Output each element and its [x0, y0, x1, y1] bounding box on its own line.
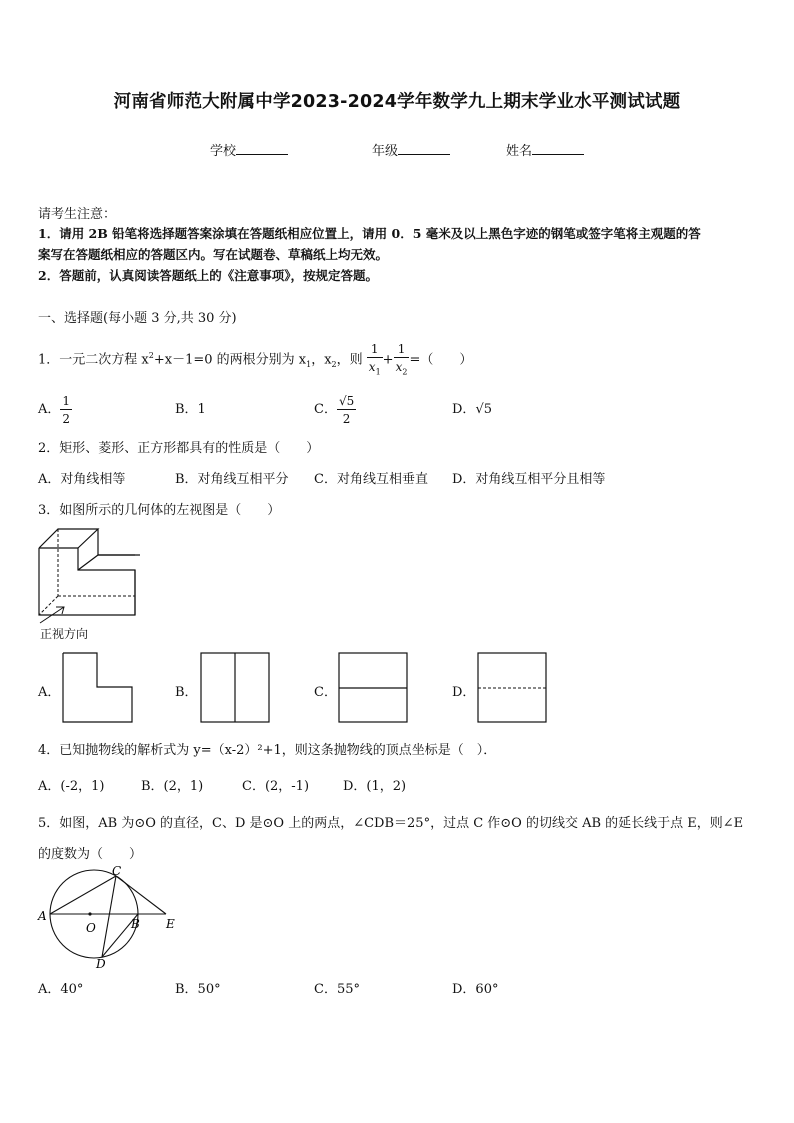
q1-sub-1: 1	[306, 359, 312, 369]
q1-frac1-den-x: x	[368, 360, 376, 375]
q1-option-c-num: √5	[338, 393, 355, 408]
q1-sub-2: 2	[331, 359, 337, 369]
question-5-stem-line-2: 的度数为（ ）	[38, 847, 143, 862]
name-blank[interactable]	[532, 142, 584, 155]
q4-option-c[interactable]: C．(2，-1)	[242, 779, 310, 794]
grade-blank[interactable]	[398, 142, 450, 155]
q1-option-c-den: 2	[342, 411, 351, 426]
school-field	[210, 140, 288, 159]
q3-option-c-label[interactable]: C．	[314, 685, 337, 700]
q1-text-mid: +x－1=0 的两根分别为 x	[153, 352, 307, 368]
q1-text-suffix: =（ ）	[409, 352, 473, 368]
q3-option-b-figure[interactable]	[200, 652, 272, 724]
question-1-stem	[38, 336, 472, 385]
q1-option-b[interactable]: B．1	[175, 402, 206, 417]
name-label: 姓名	[506, 144, 533, 159]
q5-option-b[interactable]: B．50°	[175, 982, 221, 997]
q1-option-c-label: C．	[314, 402, 337, 417]
q1-frac2-den-sub: 2	[402, 367, 408, 377]
q4-option-a[interactable]: A．(-2，1)	[38, 779, 105, 794]
q4-option-d[interactable]: D．(1，2)	[343, 779, 407, 794]
question-3-stem: 3．如图所示的几何体的左视图是（ ）	[38, 503, 281, 518]
q5-option-d[interactable]: D．60°	[452, 982, 499, 997]
notice-line-1: 1．请用 2B 铅笔将选择题答案涂填在答题纸相应位置上，请用 0．5 毫米及以上黑色字迹的钢笔或签字笔将主观题的答	[38, 226, 701, 241]
label-d: D	[96, 957, 106, 971]
question-2-stem: 2．矩形、菱形、正方形都具有的性质是（ ）	[38, 441, 320, 456]
label-c: C	[112, 864, 122, 878]
label-o: O	[86, 921, 96, 935]
label-b: B	[131, 917, 140, 931]
circle-figure	[34, 864, 184, 972]
view-direction-arrow-icon	[36, 603, 76, 627]
label-a: A	[38, 909, 47, 923]
q3-option-d-figure[interactable]	[477, 652, 549, 724]
line-ac	[50, 876, 116, 914]
q1-fraction-1	[367, 343, 383, 376]
school-label: 学校	[210, 144, 237, 159]
q1-frac1-num: 1	[367, 343, 383, 358]
q1-option-c[interactable]	[314, 392, 356, 428]
q1-option-d[interactable]	[452, 392, 492, 428]
q1-plus: +	[382, 352, 394, 368]
q3-option-a-label[interactable]: A．	[38, 685, 61, 700]
q4-option-b[interactable]: B．(2，1)	[141, 779, 204, 794]
question-5-stem-line-1: 5．如图，AB 为⊙O 的直径，C、D 是⊙O 上的两点，∠CDB＝25°，过点 C 作⊙O 的切线交 AB 的延长线于点 E，则∠E	[38, 816, 744, 831]
q1-option-a-den: 2	[62, 411, 71, 426]
q1-option-d-value: √5	[475, 402, 492, 417]
q2-option-d[interactable]: D．对角线互相平分且相等	[452, 472, 606, 487]
notice-line-2: 案写在答题纸相应的答题区内。写在试题卷、草稿纸上均无效。	[38, 247, 389, 262]
section-heading: 一、选择题(每小题 3 分,共 30 分)	[38, 311, 237, 326]
q1-text-mid2: ，x	[311, 352, 332, 368]
q1-frac2-num: 1	[394, 343, 410, 358]
q1-frac2-den-x: x	[395, 360, 403, 375]
q1-fraction-2	[394, 343, 410, 376]
q3-option-a-figure[interactable]	[62, 652, 134, 724]
grade-field	[372, 140, 450, 159]
q1-option-a-label: A．	[38, 402, 61, 417]
q1-text-mid3: ，则	[336, 352, 363, 368]
notice-heading: 请考生注意：	[38, 207, 117, 222]
name-field	[506, 140, 584, 159]
q3-option-d-label[interactable]: D．	[452, 685, 476, 700]
grade-label: 年级	[372, 144, 399, 159]
q5-option-a[interactable]: A．40°	[38, 982, 84, 997]
q1-option-a-num: 1	[62, 393, 71, 408]
q2-option-a[interactable]: A．对角线相等	[38, 472, 126, 487]
school-blank[interactable]	[236, 142, 288, 155]
line-cd	[102, 876, 116, 957]
q1-exponent: 2	[148, 351, 154, 360]
q1-text-prefix: 1．一元二次方程 x	[38, 352, 149, 368]
q1-option-d-label: D．	[452, 402, 476, 417]
q3-option-b-label[interactable]: B．	[175, 685, 198, 700]
q2-option-c[interactable]: C．对角线互相垂直	[314, 472, 428, 487]
q1-option-a[interactable]	[38, 392, 72, 428]
page-title: 河南省师范大附属中学2023-2024学年数学九上期末学业水平测试试题	[113, 92, 681, 112]
tangent-ce	[116, 876, 166, 914]
q5-option-c[interactable]: C．55°	[314, 982, 360, 997]
q1-frac1-den-sub: 1	[375, 367, 381, 377]
q3-option-c-figure[interactable]	[338, 652, 410, 724]
notice-line-3: 2．答题前，认真阅读答题纸上的《注意事项》，按规定答题。	[38, 268, 378, 283]
q2-option-b[interactable]: B．对角线互相平分	[175, 472, 289, 487]
view-direction-label: 正视方向	[40, 627, 89, 641]
label-e: E	[166, 917, 175, 931]
center-point	[88, 912, 91, 915]
question-4-stem: 4．已知抛物线的解析式为 y=（x-2）²+1，则这条抛物线的顶点坐标是（ ）．	[38, 743, 497, 758]
